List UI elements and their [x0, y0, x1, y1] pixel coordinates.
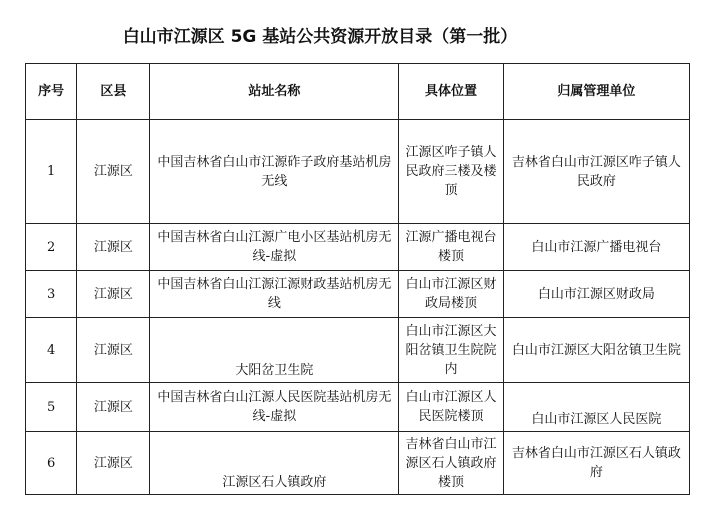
- table-row: [26, 271, 690, 318]
- cell-seq: 5: [26, 383, 77, 432]
- cell-management-unit: 吉林省白山市江源区石人镇政府: [503, 432, 689, 495]
- cell-seq: 3: [26, 271, 77, 318]
- resource-catalog-table: [25, 63, 690, 495]
- cell-county: 江源区: [77, 318, 150, 383]
- cell-seq: 1: [26, 120, 77, 224]
- table-row: [26, 318, 690, 383]
- cell-site-name: 中国吉林省白山江源江源财政基站机房无线: [150, 271, 399, 318]
- cell-site-name: 中国吉林省白山江源人民医院基站机房无线-虚拟: [150, 383, 399, 432]
- cell-seq: 4: [26, 318, 77, 383]
- cell-county: 江源区: [77, 432, 150, 495]
- cell-county: 江源区: [77, 383, 150, 432]
- cell-location: 江源广播电视台楼顶: [399, 224, 504, 271]
- header-management-unit: 归属管理单位: [503, 64, 689, 120]
- cell-location: 白山市江源区大阳岔镇卫生院院内: [399, 318, 504, 383]
- cell-seq: 6: [26, 432, 77, 495]
- cell-location: 江源区咋子镇人民政府三楼及楼顶: [399, 120, 504, 224]
- cell-location: 吉林省白山市江源区石人镇政府楼顶: [399, 432, 504, 495]
- cell-location: 白山市江源区财政局楼顶: [399, 271, 504, 318]
- cell-county: 江源区: [77, 224, 150, 271]
- cell-location: 白山市江源区人民医院楼顶: [399, 383, 504, 432]
- cell-management-unit: 白山市江源区财政局: [503, 271, 689, 318]
- cell-county: 江源区: [77, 120, 150, 224]
- table-row: [26, 224, 690, 271]
- cell-seq: 2: [26, 224, 77, 271]
- table-header-row: [26, 64, 690, 120]
- table-row: [26, 432, 690, 495]
- table-row: [26, 120, 690, 224]
- header-site-name: 站址名称: [150, 64, 399, 120]
- cell-management-unit: 白山市江源广播电视台: [503, 224, 689, 271]
- cell-site-name: 中国吉林省白山市江源砟子政府基站机房无线: [150, 120, 399, 224]
- cell-management-unit: 白山市江源区人民医院: [503, 383, 689, 432]
- table-row: [26, 383, 690, 432]
- cell-site-name: 中国吉林省白山江源广电小区基站机房无线-虚拟: [150, 224, 399, 271]
- cell-county: 江源区: [77, 271, 150, 318]
- cell-management-unit: 吉林省白山市江源区咋子镇人民政府: [503, 120, 689, 224]
- cell-management-unit: 白山市江源区大阳岔镇卫生院: [503, 318, 689, 383]
- cell-site-name: 江源区石人镇政府: [150, 432, 399, 495]
- document-title: 白山市江源区 5G 基站公共资源开放目录（第一批）: [122, 27, 518, 47]
- cell-site-name: 大阳岔卫生院: [150, 318, 399, 383]
- header-seq: 序号: [26, 64, 77, 120]
- header-county: 区县: [77, 64, 150, 120]
- header-location: 具体位置: [399, 64, 504, 120]
